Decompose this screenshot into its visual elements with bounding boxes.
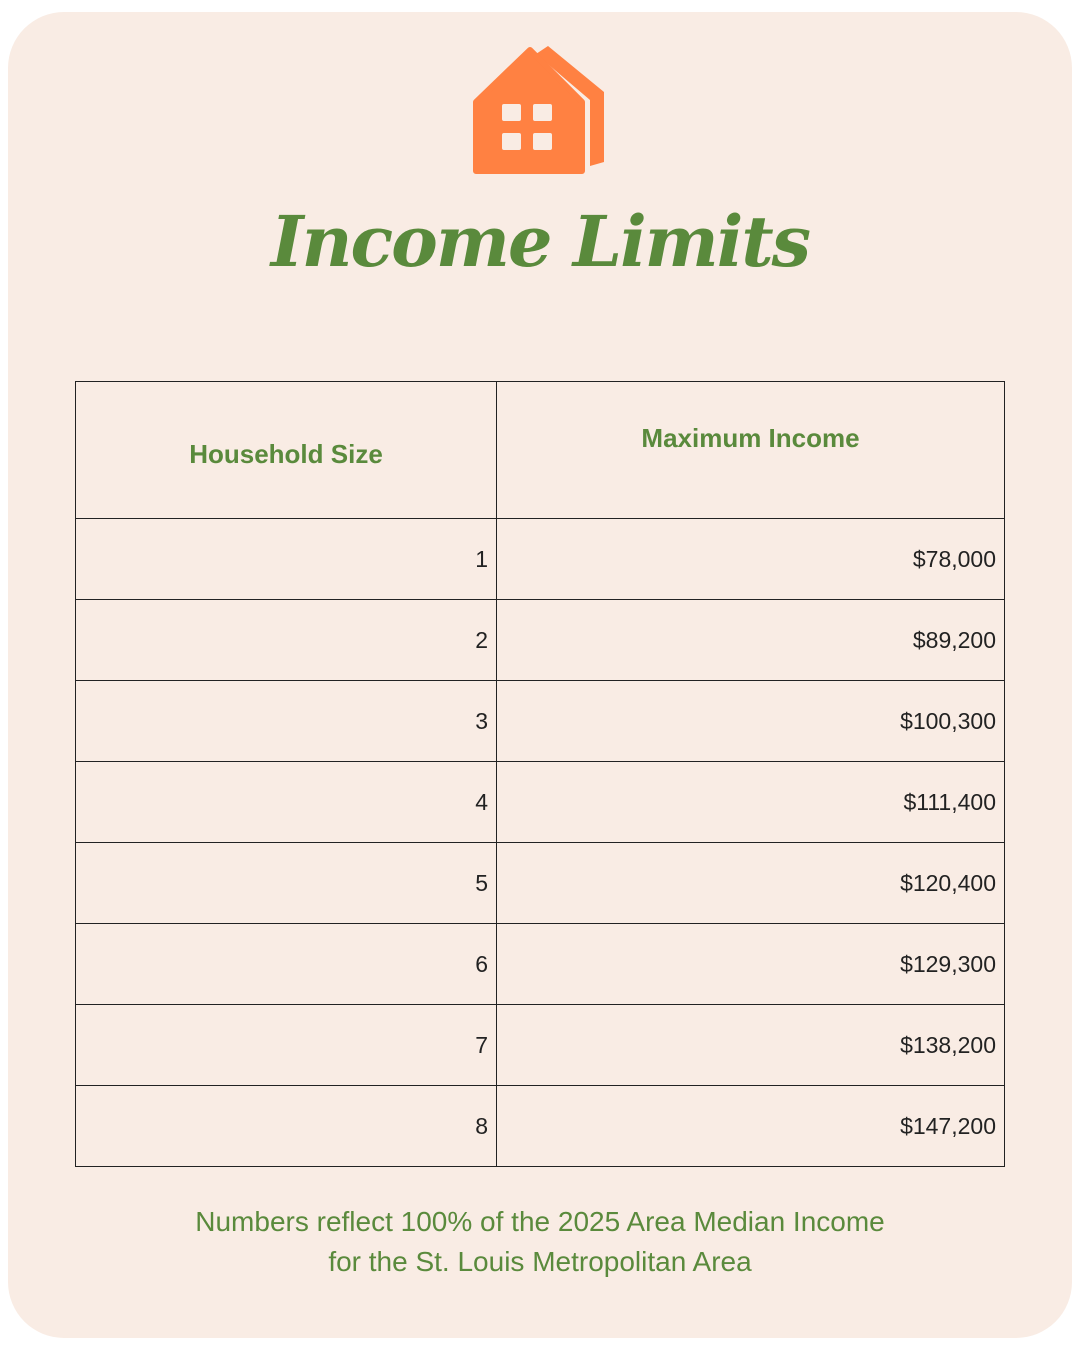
table-header-row (76, 382, 1005, 519)
table-row (76, 762, 1005, 843)
page-title: Income Limits (270, 200, 810, 283)
table-row (76, 1086, 1005, 1167)
maximum-income-cell: $78,000 (497, 519, 1005, 600)
maximum-income-cell: $147,200 (497, 1086, 1005, 1167)
table-row (76, 600, 1005, 681)
maximum-income-cell: $129,300 (497, 924, 1005, 1005)
header-household-size: Household Size (76, 382, 497, 519)
footnote (0, 1202, 1080, 1282)
household-size-cell: 6 (76, 924, 497, 1005)
household-size-cell: 4 (76, 762, 497, 843)
maximum-income-cell: $100,300 (497, 681, 1005, 762)
table-row (76, 924, 1005, 1005)
footnote-line-1: Numbers reflect 100% of the 2025 Area Median Income (195, 1206, 885, 1237)
table-row (76, 681, 1005, 762)
household-size-cell: 2 (76, 600, 497, 681)
household-size-cell: 5 (76, 843, 497, 924)
maximum-income-cell: $89,200 (497, 600, 1005, 681)
household-size-cell: 3 (76, 681, 497, 762)
household-size-cell: 1 (76, 519, 497, 600)
header-maximum-income: Maximum Income (497, 382, 1005, 519)
household-size-cell: 8 (76, 1086, 497, 1167)
maximum-income-cell: $111,400 (497, 762, 1005, 843)
maximum-income-cell: $120,400 (497, 843, 1005, 924)
income-limits-table (75, 381, 1005, 1167)
table-row (76, 1005, 1005, 1086)
table-row (76, 519, 1005, 600)
house-icon (472, 44, 608, 174)
table-row (76, 843, 1005, 924)
footnote-line-2: for the St. Louis Metropolitan Area (328, 1246, 752, 1277)
maximum-income-cell: $138,200 (497, 1005, 1005, 1086)
household-size-cell: 7 (76, 1005, 497, 1086)
